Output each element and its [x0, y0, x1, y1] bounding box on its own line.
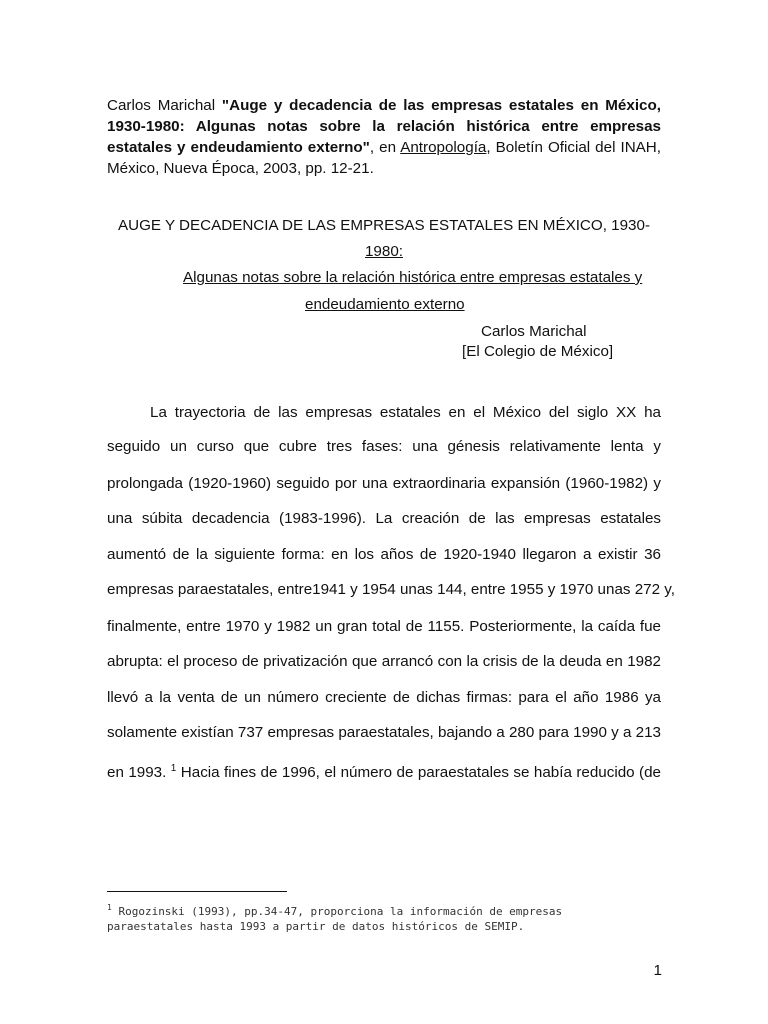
body-line: seguido un curso que cubre tres fases: una génesis relativamente lenta y — [107, 438, 661, 455]
body-line: una súbita decadencia (1983-1996). La creación de las empresas estatales — [107, 510, 661, 527]
body-line: solamente existían 737 empresas paraestatales, bajando a 280 para 1990 y a 213 — [107, 724, 661, 741]
body-line: prolongada (1920-1960) seguido por una extraordinaria expansión (1960-1982) y — [107, 475, 661, 492]
citation-separator: , en — [369, 139, 401, 156]
body-line — [107, 759, 661, 783]
article-title-line-1: AUGE Y DECADENCIA DE LAS EMPRESAS ESTATALES EN MÉXICO, 1930- — [117, 217, 650, 234]
footnote-number: 1 — [107, 903, 112, 912]
bibliographic-citation — [107, 95, 661, 179]
footnote — [107, 900, 627, 934]
author-affiliation: [El Colegio de México] — [462, 343, 614, 360]
body-line: La trayectoria de las empresas estatales en el México del siglo XX ha — [150, 404, 661, 421]
citation-title: "Auge y decadencia de las empresas estatales en México, 1930-1980: Algunas notas sobre la relación histórica entre empresas estatales y endeudamiento externo" — [107, 97, 661, 156]
body-line: abrupta: el proceso de privatización que arrancó con la crisis de la deuda en 1982 — [107, 653, 661, 670]
body-text: en 1993. — [107, 764, 167, 781]
article-subtitle-line-1: Algunas notas sobre la relación histórica entre empresas estatales y — [183, 269, 643, 286]
page-number: 1 — [653, 962, 662, 979]
citation-details: , Boletín Oficial del INAH, México, Nueva Época, 2003, pp. 12-21. — [107, 139, 661, 177]
citation-author: Carlos Marichal — [107, 97, 216, 114]
footnote-text: Rogozinski (1993), pp.34-47, proporciona la información de empresas paraestatales hasta 1993 a partir de datos históricos de SEMIP. — [107, 905, 563, 933]
body-text: Hacia fines de 1996, el número de paraestatales se había reducido (de — [180, 764, 661, 781]
author-name: Carlos Marichal — [481, 323, 587, 340]
footnote-divider — [107, 891, 287, 892]
body-line: aumentó de la siguiente forma: en los años de 1920-1940 llegaron a existir 36 — [107, 546, 661, 563]
footnote-reference[interactable]: 1 — [170, 763, 177, 774]
citation-journal: Antropología — [400, 139, 487, 156]
body-line: empresas paraestatales, entre1941 y 1954 unas 144, entre 1955 y 1970 unas 272 y, — [107, 581, 675, 598]
body-line: llevó a la venta de un número creciente de dichas firmas: para el año 1986 ya — [107, 689, 661, 706]
article-title-year: 1980: — [364, 243, 403, 260]
article-title-line-2 — [107, 242, 661, 262]
article-subtitle-line-2: endeudamiento externo — [305, 296, 465, 313]
body-line: finalmente, entre 1970 y 1982 un gran total de 1155. Posteriormente, la caída fue — [107, 618, 661, 635]
